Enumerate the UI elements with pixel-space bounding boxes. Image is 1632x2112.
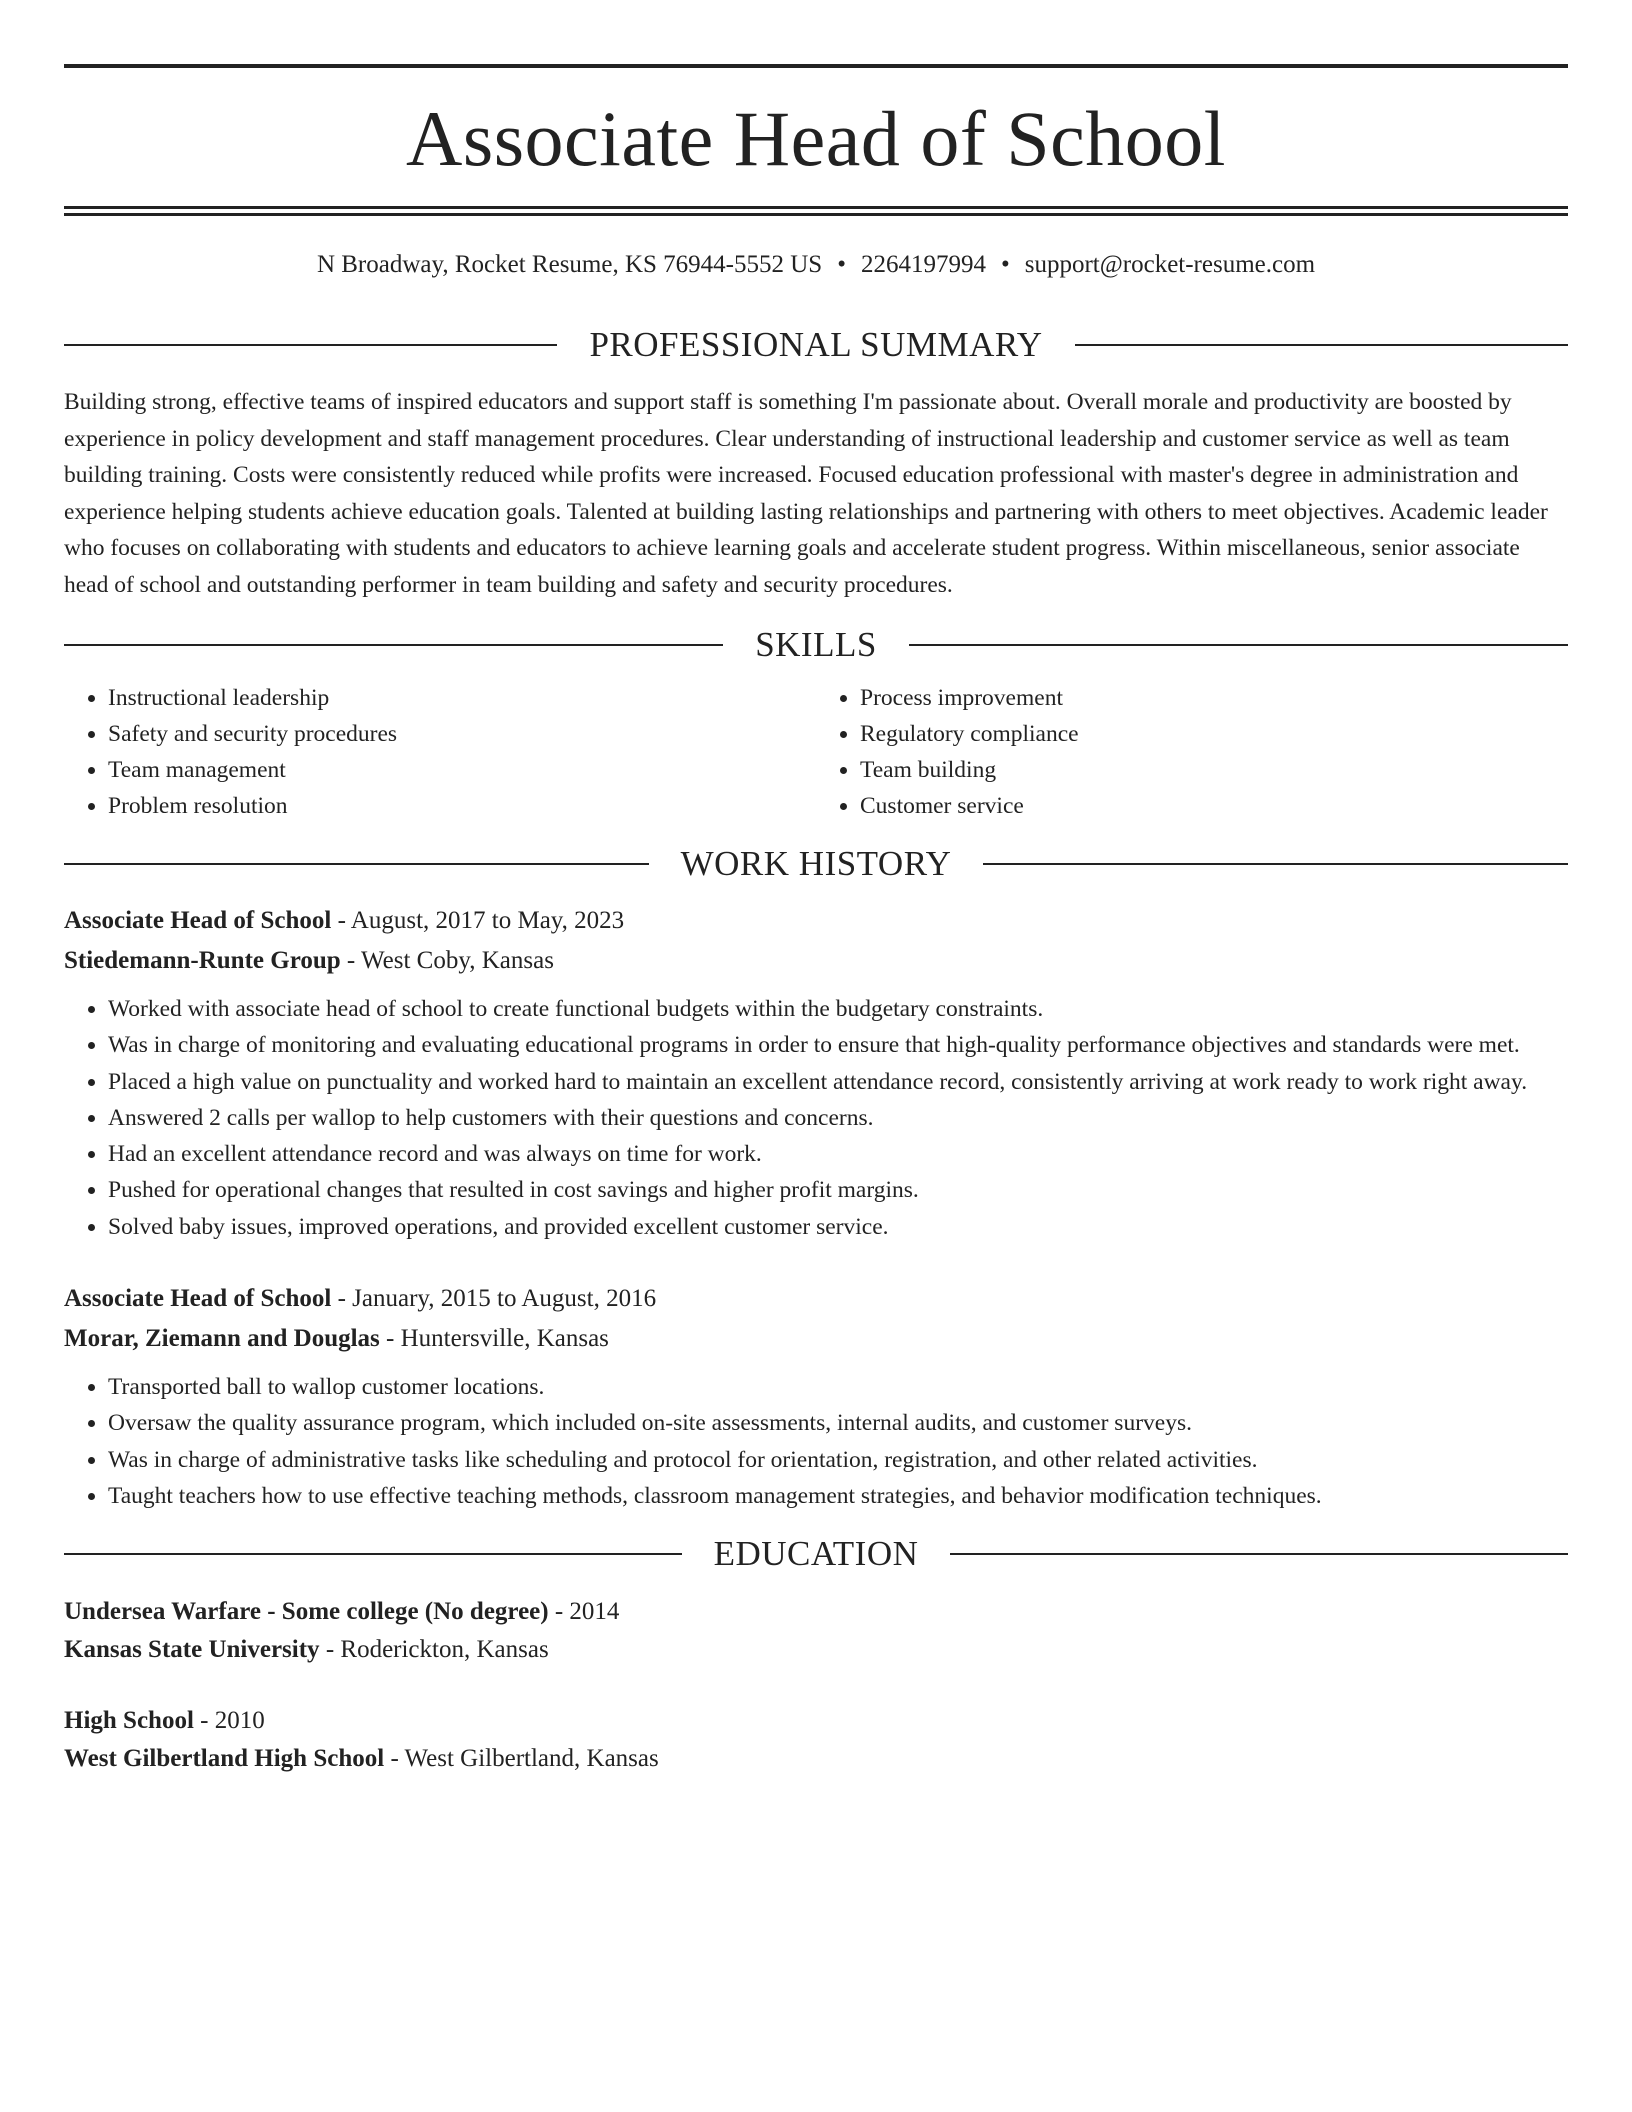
divider [1075, 344, 1568, 346]
skill-item: • Team management [108, 752, 816, 788]
job-bullet: • Pushed for operational changes that resulted in cost savings and higher profit margins. [108, 1172, 1568, 1208]
job-title: Associate Head of School [64, 907, 332, 934]
job-entry [64, 901, 1568, 1245]
divider [64, 644, 723, 646]
divider [64, 1553, 682, 1555]
job-bullet: • Worked with associate head of school to create functional budgets within the budgetary constraints. [108, 991, 1568, 1027]
education-school: Kansas State University [64, 1636, 320, 1664]
section-title: SKILLS [755, 625, 877, 664]
spacer [64, 1245, 1568, 1279]
education-degree-line [64, 1593, 1568, 1631]
job-bullet: • Taught teachers how to use effective teaching methods, classroom management strategies, and behavior modification techniques. [108, 1478, 1568, 1514]
section-title: PROFESSIONAL SUMMARY [589, 325, 1043, 364]
skill-item: • Regulatory compliance [860, 716, 1568, 752]
divider [950, 1553, 1568, 1555]
job-bullet: • Was in charge of administrative tasks like scheduling and protocol for orientation, registration, and other related activities. [108, 1442, 1568, 1478]
spacer [64, 1669, 1568, 1702]
job-location: - Huntersville, Kansas [379, 1325, 609, 1353]
contact-separator: • [1000, 251, 1010, 278]
education-year: - 2010 [193, 1707, 265, 1735]
job-bullet: • Transported ball to wallop customer locations. [108, 1369, 1568, 1405]
section-header-work-history [64, 846, 1568, 881]
education-degree: Undersea Warfare - Some college (No degree) [64, 1598, 549, 1626]
skills-column-right [816, 680, 1568, 824]
education-year: - 2014 [548, 1598, 620, 1626]
job-bullets [64, 1369, 1568, 1514]
job-bullet: • Oversaw the quality assurance program, which included on-site assessments, internal audits, and customer surveys. [108, 1405, 1568, 1441]
job-title-line [64, 1279, 1568, 1319]
title-double-rule [64, 206, 1568, 216]
resume-title: Associate Head of School [406, 95, 1226, 182]
job-company: Stiedemann-Runte Group [64, 947, 341, 974]
contact-address: N Broadway, Rocket Resume, KS 76944-5552 US [316, 251, 823, 278]
divider [64, 863, 649, 865]
divider [64, 344, 557, 346]
job-location: - West Coby, Kansas [340, 947, 554, 974]
education-location: - West Gilbertland, Kansas [384, 1745, 659, 1773]
summary-text: Building strong, effective teams of inspired educators and support staff is something I'm passionate about. Overall morale and productivity are boosted by experience in policy development and staff management procedures. Clear understanding of instructional leadership and customer service as well as team building training. Costs were consistently reduced while profits were increased. Focused education professional with master's degree in administration and experience helping students achieve education goals. Talented at building lasting relationships and partnering with others to meet objectives. Academic leader who focuses on collaborating with students and educators to achieve learning goals and accelerate student progress. Within miscellaneous, senior associate head of school and outstanding performer in team building and safety and security procedures. [64, 389, 1548, 598]
divider [909, 644, 1568, 646]
job-bullets [64, 991, 1568, 1245]
contact-separator: • [837, 251, 846, 278]
job-bullet: • Solved baby issues, improved operations, and provided excellent customer service. [108, 1209, 1568, 1245]
education-school-line [64, 1740, 1568, 1778]
education-location: - Roderickton, Kansas [319, 1636, 549, 1664]
job-company-line [64, 941, 1568, 981]
job-bullet: • Was in charge of monitoring and evaluating educational programs in order to ensure that high-quality performance objectives and standards were met. [108, 1027, 1568, 1063]
contact-line [64, 252, 1568, 277]
job-dates: - August, 2017 to May, 2023 [331, 907, 625, 934]
top-rule [64, 64, 1568, 68]
job-company-line [64, 1319, 1568, 1359]
education-entry [64, 1593, 1568, 1669]
job-entry [64, 1279, 1568, 1514]
skill-item: • Process improvement [860, 680, 1568, 716]
job-bullet: • Had an excellent attendance record and was always on time for work. [108, 1136, 1568, 1172]
contact-email[interactable]: support@rocket-resume.com [1024, 251, 1316, 278]
job-title: Associate Head of School [64, 1285, 332, 1313]
skill-item: • Customer service [860, 788, 1568, 824]
skills-list [64, 680, 1568, 824]
section-header-skills [64, 627, 1568, 662]
job-company: Morar, Ziemann and Douglas [64, 1325, 380, 1353]
contact-phone: 2264197994 [860, 251, 986, 278]
skill-item: • Instructional leadership [108, 680, 816, 716]
section-title: EDUCATION [713, 1534, 919, 1574]
section-title: WORK HISTORY [680, 844, 952, 883]
job-dates: - January, 2015 to August, 2016 [331, 1285, 657, 1313]
section-header-summary [64, 327, 1568, 362]
job-bullet: • Answered 2 calls per wallop to help customers with their questions and concerns. [108, 1100, 1568, 1136]
skills-column-left [64, 680, 816, 824]
education-entry [64, 1702, 1568, 1778]
education-school: West Gilbertland High School [64, 1745, 385, 1773]
job-bullet: • Placed a high value on punctuality and worked hard to maintain an excellent attendance record, consistently arriving at work ready to work right away. [108, 1064, 1568, 1100]
job-title-line [64, 901, 1568, 941]
section-header-education [64, 1534, 1568, 1574]
education-degree-line [64, 1702, 1568, 1740]
divider [983, 863, 1568, 865]
skill-item: • Safety and security procedures [108, 716, 816, 752]
skill-item: • Team building [860, 752, 1568, 788]
education-degree: High School [64, 1707, 194, 1735]
resume-page [64, 64, 1568, 1778]
skill-item: • Problem resolution [108, 788, 816, 824]
education-school-line [64, 1631, 1568, 1669]
